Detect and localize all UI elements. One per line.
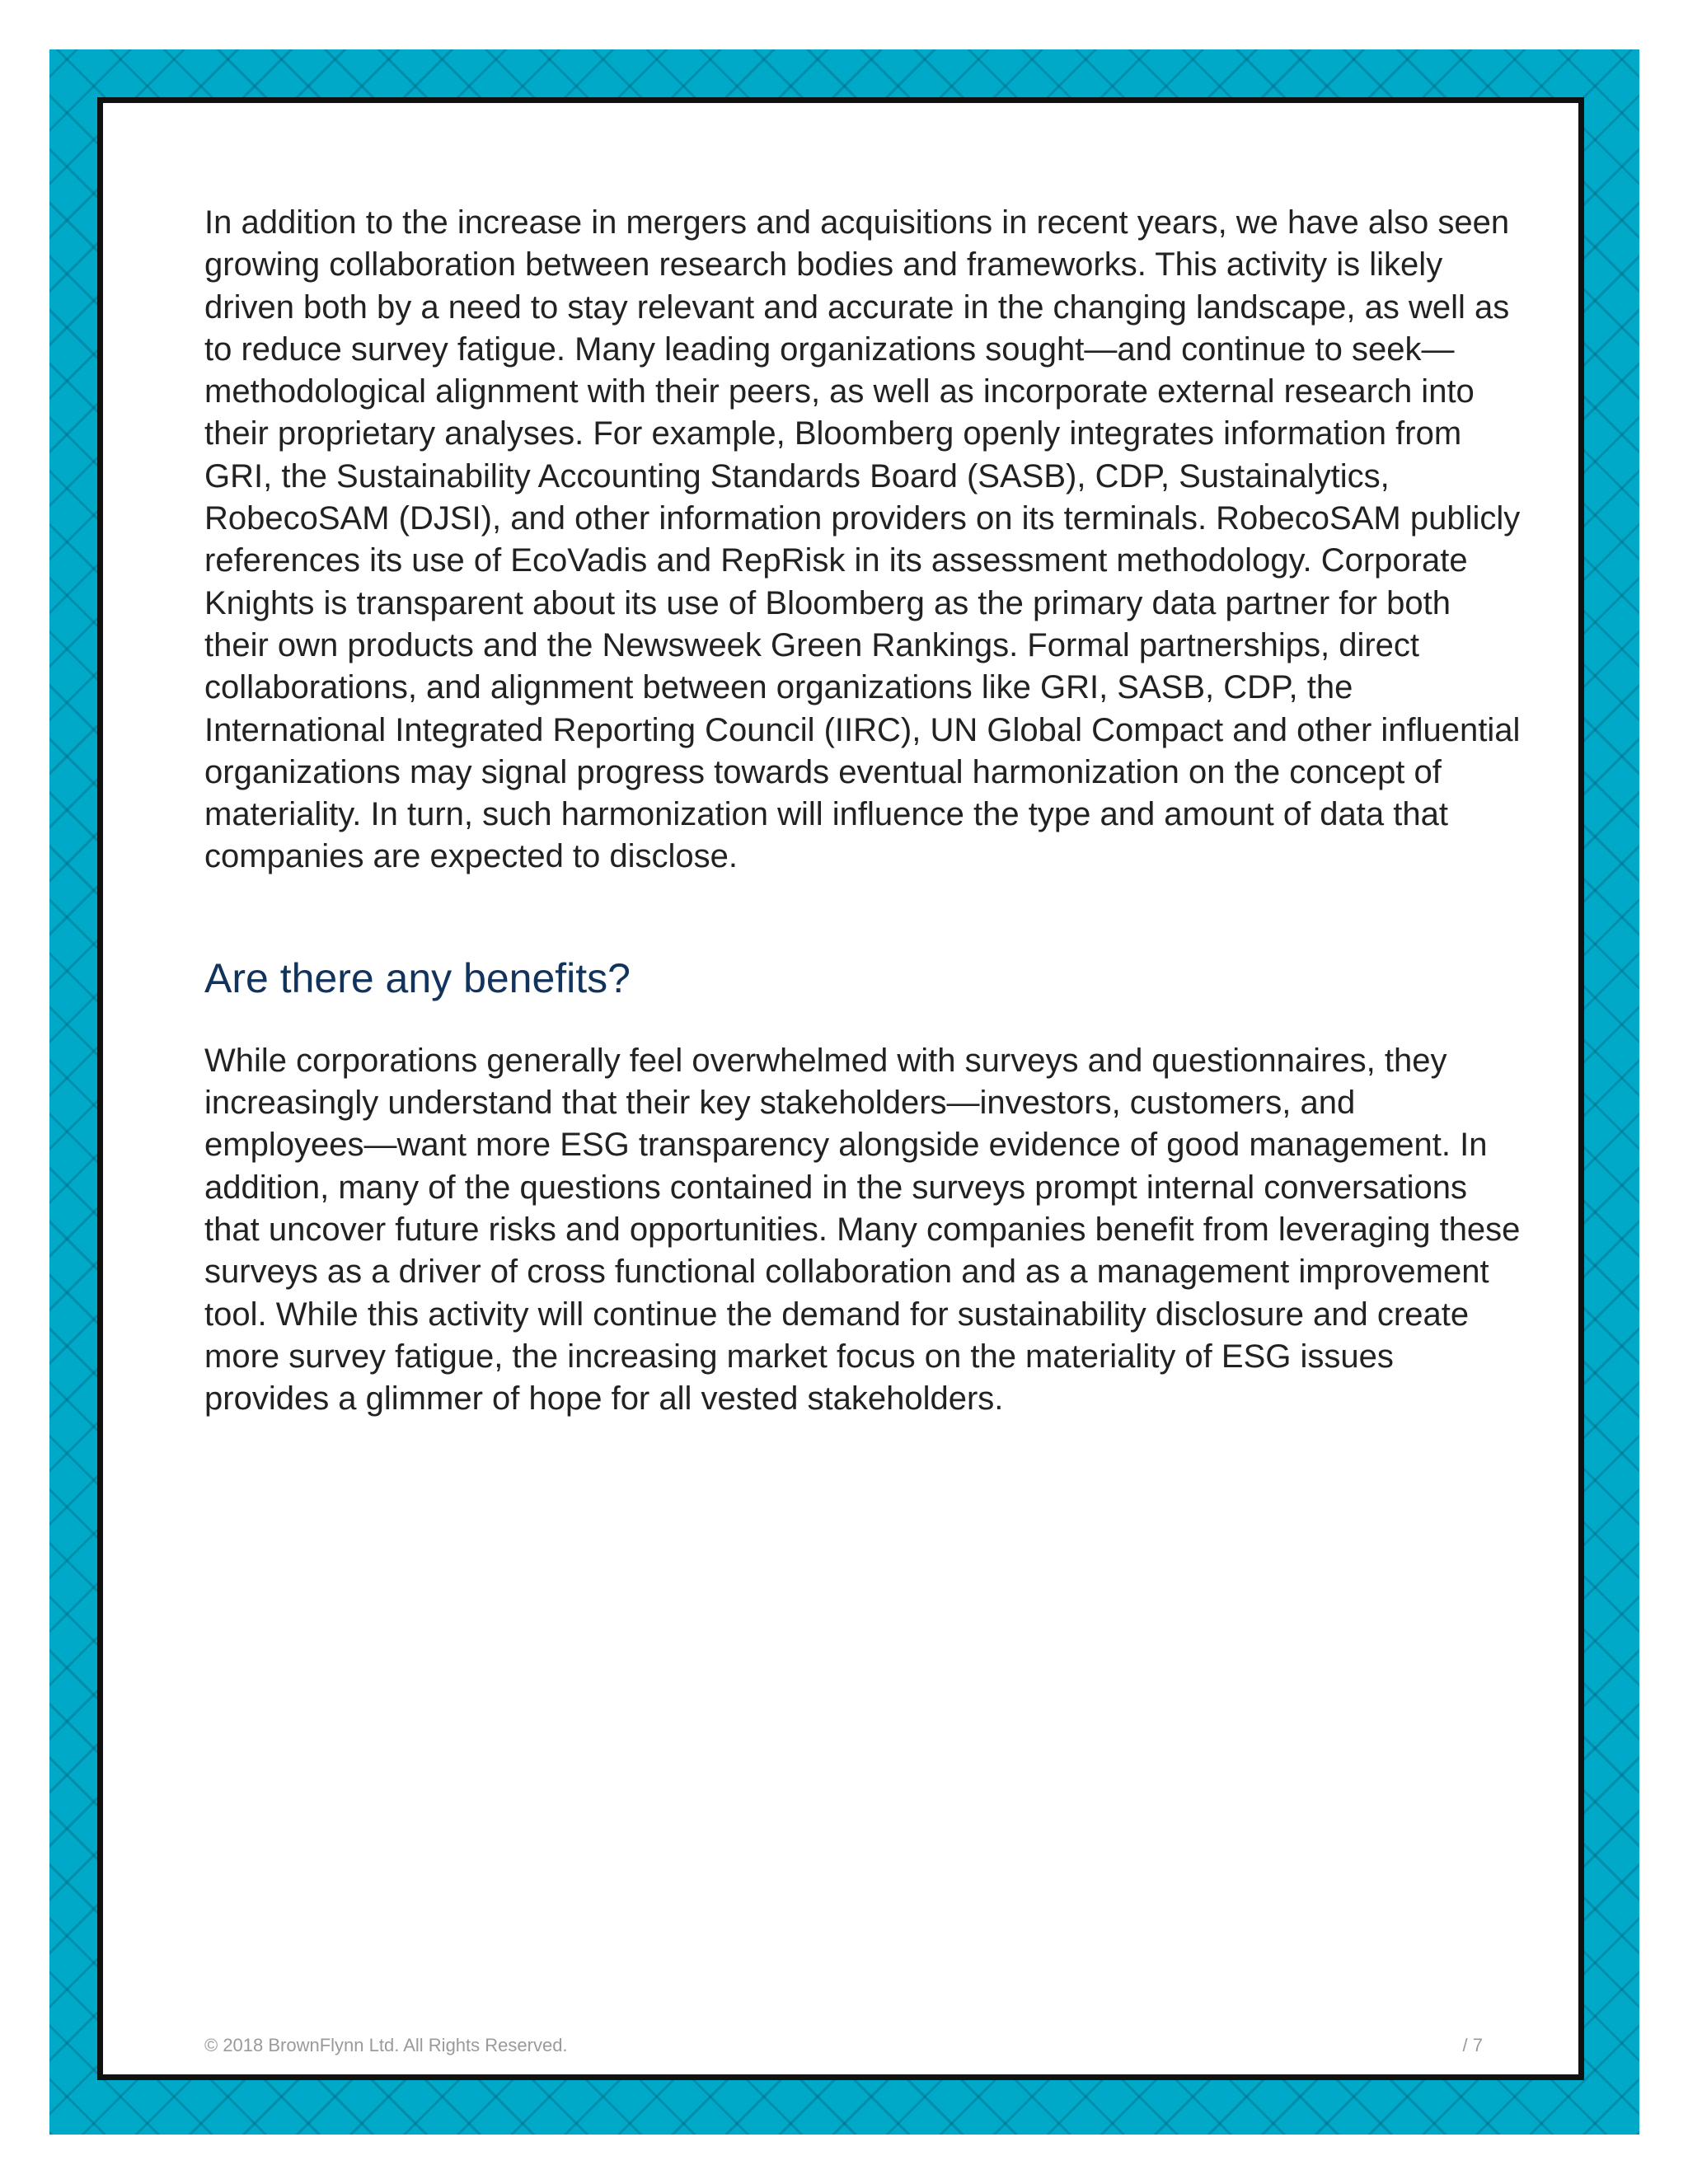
page-number: / 7: [1462, 2035, 1483, 2055]
document-page: [97, 97, 1584, 2080]
page-footer: [204, 2035, 1483, 2056]
section-heading: Are there any benefits?: [204, 954, 631, 1001]
copyright-notice: © 2018 BrownFlynn Ltd. All Rights Reserved.: [204, 2035, 568, 2055]
body-paragraph-1: In addition to the increase in mergers and acquisitions in recent years, we have also seen growing collaboration between research bodies and frameworks. This activity is likely driven both by a need to stay relevant and accurate in the changing landscape, as well as to reduce survey fatigue. Many leading organizations sought—and continue to seek—methodological alignment with their peers, as well as incorporate external research into their proprietary analyses. For example, Bloomberg openly integrates information from GRI, the Sustainability Accounting Standards Board (SASB), CDP, Sustainalytics, RobecoSAM (DJSI), and other information providers on its terminals. RobecoSAM publicly references its use of EcoVadis and RepRisk in its assessment methodology. Corporate Knights is transparent about its use of Bloomberg as the primary data partner for both their own products and the Newsweek Green Rankings. Formal partnerships, direct collaborations, and alignment between organizations like GRI, SASB, CDP, the International Integrated Reporting Council (IIRC), UN Global Compact and other influential organizations may signal progress towards eventual harmonization on the concept of materiality. In turn, such harmonization will influence the type and amount of data that companies are expected to disclose.: [204, 204, 1521, 875]
page-content: [204, 202, 1523, 1420]
body-paragraph-2: While corporations generally feel overwhelmed with surveys and questionnaires, they increasingly understand that their key stakeholders—investors, customers, and employees—want more ESG transparency alongside evidence of good management. In addition, many of the questions contained in the surveys prompt internal conversations that uncover future risks and opportunities. Many companies benefit from leveraging these surveys as a driver of cross functional collaboration and as a management improvement tool. While this activity will continue the demand for sustainability disclosure and create more survey fatigue, the increasing market focus on the materiality of ESG issues provides a glimmer of hope for all vested stakeholders.: [204, 1042, 1521, 1418]
